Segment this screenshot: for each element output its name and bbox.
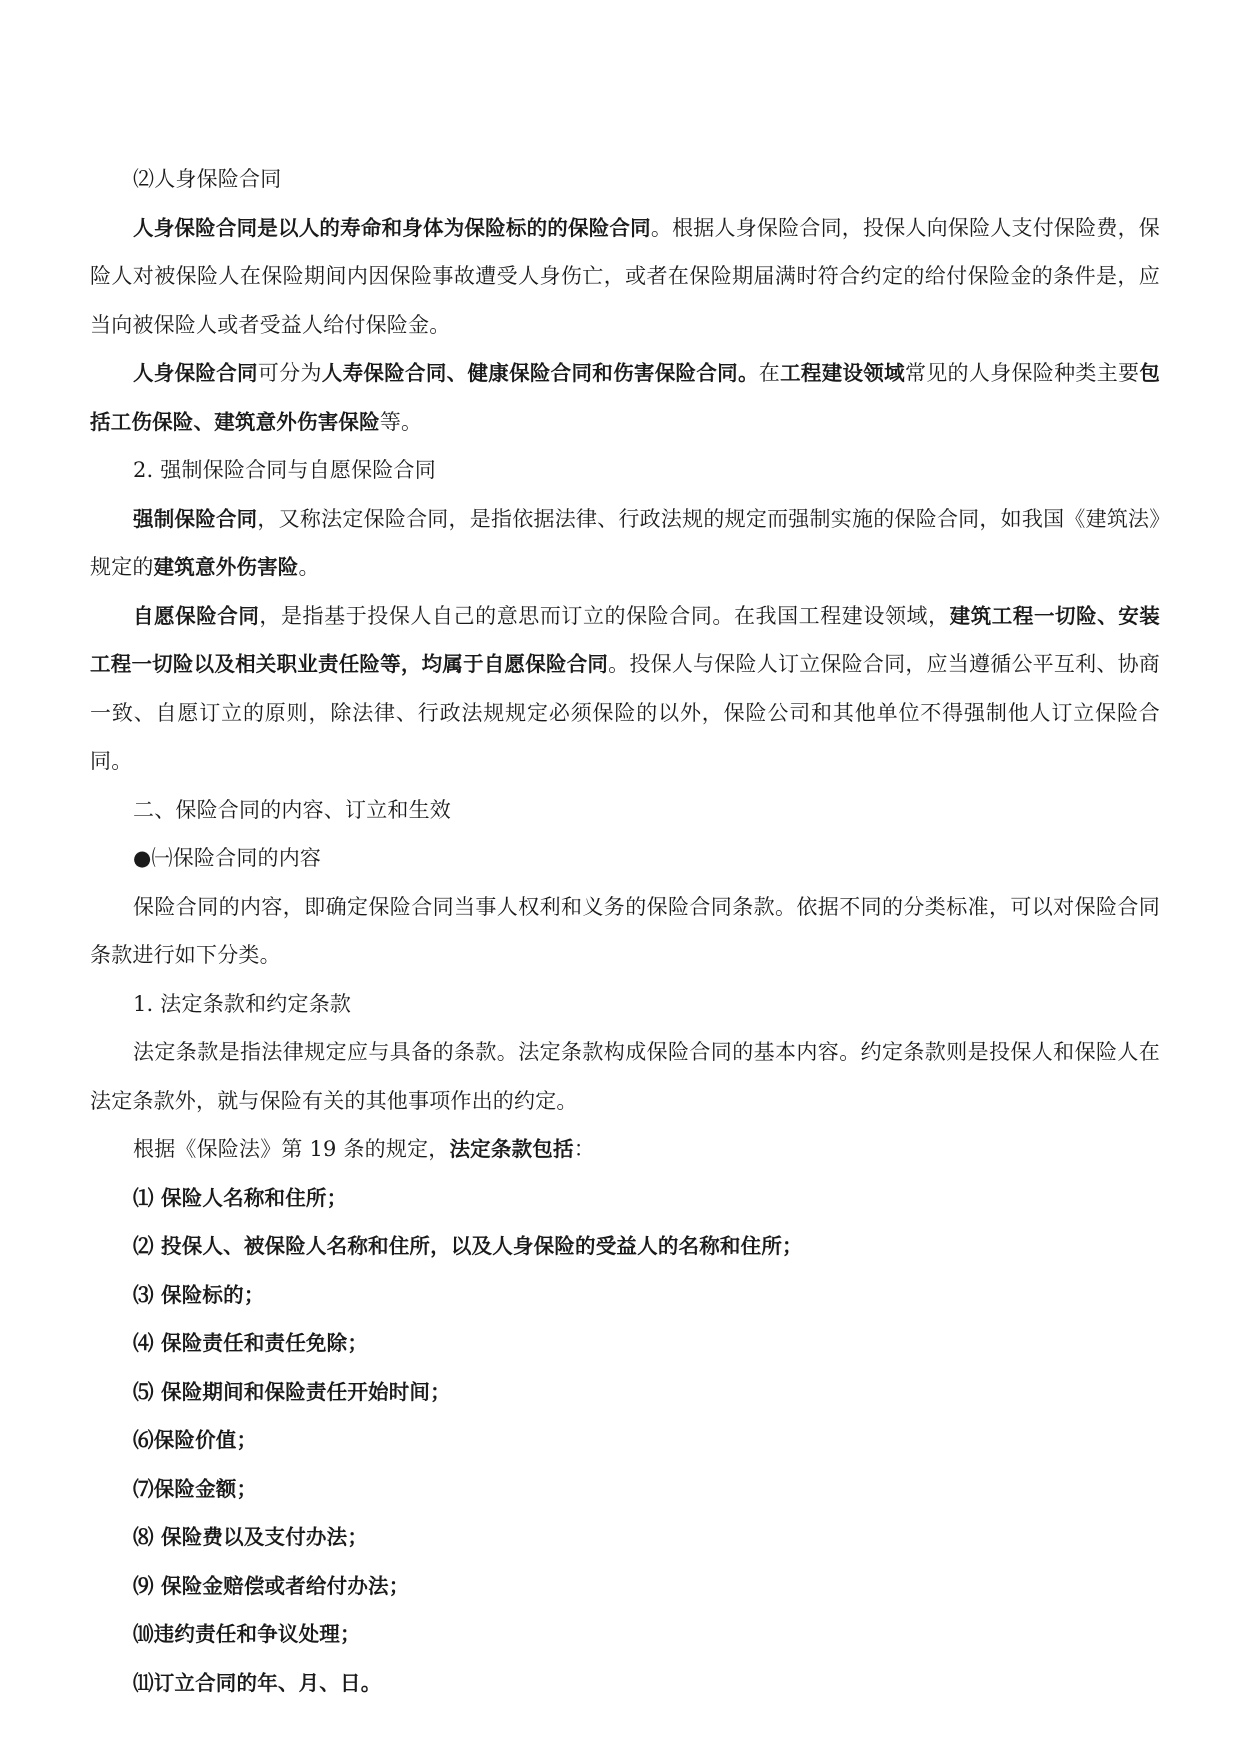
- paragraph-11: [90, 1125, 1160, 1174]
- paragraph-17: [90, 1416, 1160, 1465]
- text: 保险合同的内容，即确定保险合同当事人权利和义务的保险合同条款。依据不同的分类标准，可以对保险合同条款进行如下分类。: [90, 894, 1160, 967]
- text: ：: [573, 1137, 595, 1161]
- paragraph-22: [90, 1659, 1160, 1708]
- bold-text: ⑸ 保险期间和保险责任开始时间；: [133, 1379, 451, 1404]
- bold-text: 法定条款包括: [449, 1137, 574, 1161]
- paragraph-14: [90, 1271, 1160, 1320]
- bold-text: ⑽违约责任和争议处理；: [133, 1622, 361, 1646]
- paragraph-2: [90, 349, 1160, 446]
- bold-text: 人身保险合同: [133, 361, 258, 385]
- bold-text: ⑵ 投保人、被保险人名称和住所，以及人身保险的受益人的名称和住所；: [133, 1234, 803, 1258]
- text: 法定条款是指法律规定应与具备的条款。法定条款构成保险合同的基本内容。约定条款则是投保人和保险人在法定条款外，就与保险有关的其他事项作出的约定。: [90, 1040, 1160, 1113]
- text: ⑵人身保险合同: [133, 167, 282, 191]
- text: 根据《保险法》第 19 条的规定，: [133, 1137, 450, 1161]
- text: 在: [758, 361, 781, 385]
- bold-text: 建筑意外伤害险: [153, 555, 299, 579]
- text: 二、保险合同的内容、订立和生效: [133, 797, 451, 822]
- bold-text: ⑺保险金额；: [133, 1476, 258, 1501]
- paragraph-12: [90, 1174, 1160, 1223]
- text: 1. 法定条款和约定条款: [133, 991, 352, 1016]
- paragraph-3: [90, 446, 1160, 495]
- paragraph-10: [90, 1028, 1160, 1125]
- text: 。: [298, 555, 320, 579]
- bold-text: 建筑工程一切险、安装工程一切险以及相关职业责任险等，均属于自愿保险合同: [90, 603, 1161, 676]
- text: 。根据人身保险合同，投保人向保险人支付保险费，保险人对被保险人在保险期间内因保险事故遭受人身伤亡，或者在保险期届满时符合约定的给付保险金的条件是，应当向被保险人或者受益人给付保险金。: [90, 215, 1160, 337]
- bold-text: ⑷ 保险责任和责任免除；: [133, 1331, 369, 1355]
- text: ●㈠保险合同的内容: [133, 846, 322, 870]
- bold-text: ⑶ 保险标的；: [133, 1282, 265, 1307]
- paragraph-6: [90, 786, 1160, 835]
- paragraph-19: [90, 1513, 1160, 1562]
- paragraph-13: [90, 1222, 1160, 1271]
- bold-text: 工程建设领域: [780, 361, 905, 385]
- paragraph-18: [90, 1465, 1160, 1514]
- text: 。投保人与保险人订立保险合同，应当遵循公平互利、协商一致、自愿订立的原则，除法律、行政法规规定必须保险的以外，保险公司和其他单位不得强制他人订立保险合同。: [90, 652, 1161, 773]
- paragraph-8: [90, 883, 1160, 980]
- paragraph-5: [90, 592, 1160, 786]
- paragraph-4: [90, 495, 1160, 592]
- paragraph-0: [90, 155, 1160, 204]
- bold-text: ⑹保险价值；: [133, 1428, 258, 1452]
- paragraph-20: [90, 1562, 1160, 1611]
- text: 等。: [379, 409, 423, 434]
- paragraph-9: [90, 980, 1160, 1029]
- paragraph-7: [90, 834, 1160, 883]
- bold-text: ⑴ 保险人名称和住所；: [133, 1185, 348, 1210]
- document-page: [90, 155, 1160, 1707]
- text: 2. 强制保险合同与自愿保险合同: [133, 458, 436, 482]
- bold-text: 自愿保险合同: [133, 603, 260, 628]
- paragraph-21: [90, 1610, 1160, 1659]
- bold-text: ⑼ 保险金赔偿或者给付办法；: [133, 1573, 410, 1598]
- bold-text: 强制保险合同: [133, 506, 258, 531]
- paragraph-16: [90, 1368, 1160, 1417]
- bold-text: 人身保险合同是以人的寿命和身体为保险标的的保险合同: [133, 215, 651, 240]
- bold-text: 包括工伤保险、建筑意外伤害保险: [90, 361, 1161, 434]
- bold-text: ⑾订立合同的年、月、日。: [133, 1670, 382, 1695]
- text: ，是指基于投保人自己的意思而订立的保险合同。在我国工程建设领域，: [259, 603, 950, 628]
- paragraph-1: [90, 204, 1160, 350]
- bold-text: ⑻ 保险费以及支付办法；: [133, 1525, 369, 1549]
- text: 常见的人身保险种类主要: [904, 361, 1140, 385]
- text: ，又称法定保险合同，是指依据法律、行政法规的规定而强制实施的保险合同，如我国《建筑法》规定的: [90, 506, 1160, 579]
- text: 可分为: [257, 361, 322, 385]
- bold-text: 人寿保险合同、健康保险合同和伤害保险合同。: [321, 361, 759, 385]
- paragraph-15: [90, 1319, 1160, 1368]
